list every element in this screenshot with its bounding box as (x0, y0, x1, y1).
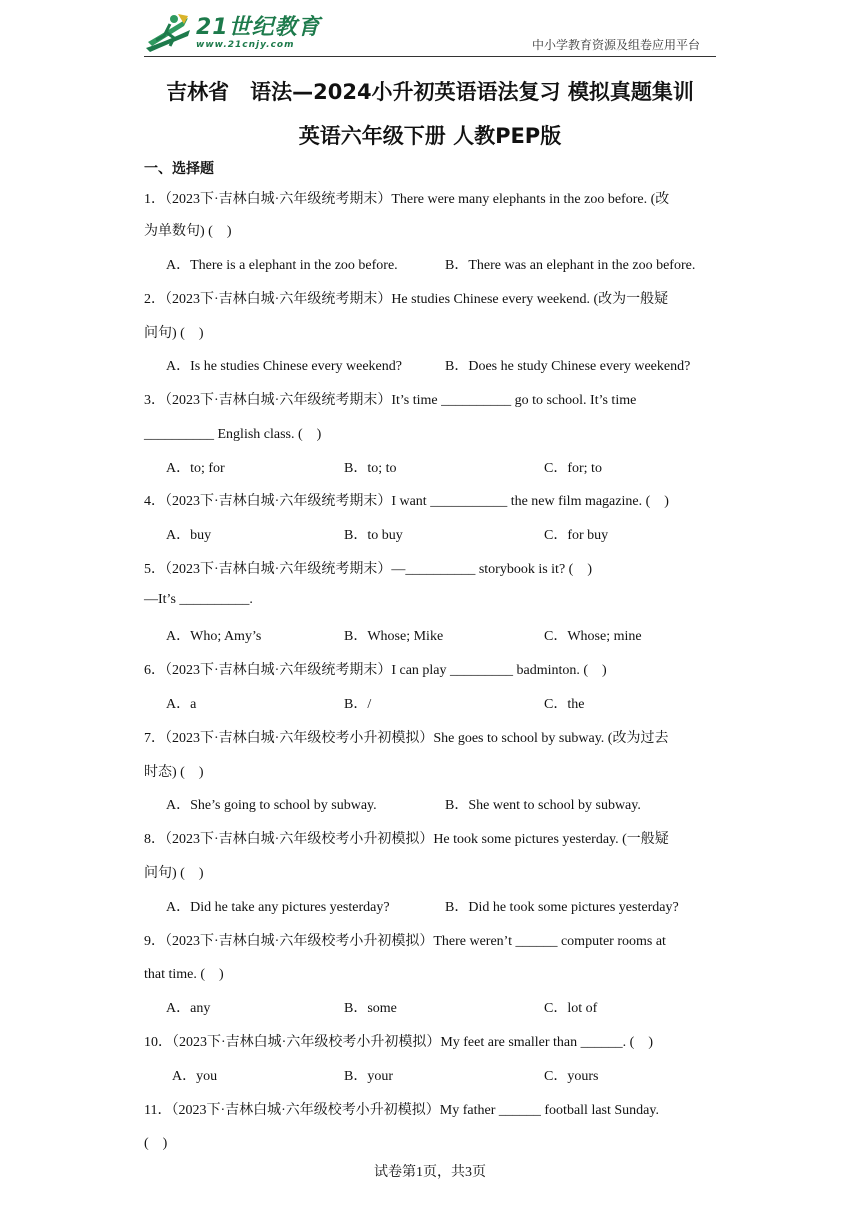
page-footer: 试卷第1页，共3页 (374, 1165, 486, 1180)
question-7-option-b: B．She went to school by subway. (445, 798, 641, 813)
question-4-option-b: B．to buy (344, 528, 403, 543)
question-9-text: that time. ( ) (144, 967, 224, 982)
page-title: 吉林省 语法—2024小升初英语语法复习 模拟真题集训 (166, 80, 694, 104)
question-9-text: 9．（2023下·吉林白城·六年级校考小升初模拟）There weren’t ______ computer rooms at (144, 934, 666, 949)
question-3-option-a: A．to; for (166, 461, 225, 476)
question-4-option-c: C．for buy (544, 528, 609, 543)
question-1-text: 为单数句) ( ) (144, 224, 232, 239)
question-5-option-b: B．Whose; Mike (344, 629, 444, 644)
question-1-text: 1．（2023下·吉林白城·六年级统考期末）There were many elephants in the zoo before. (改 (144, 192, 670, 207)
question-8-text: 问句) ( ) (144, 866, 204, 881)
question-2-option-a: A．Is he studies Chinese every weekend? (166, 359, 402, 374)
question-8-text: 8．（2023下·吉林白城·六年级校考小升初模拟）He took some pictures yesterday. (一般疑 (144, 832, 669, 847)
question-5-text: 5．（2023下·吉林白城·六年级统考期末）—__________ storybook is it? ( ) (144, 562, 592, 577)
question-10-option-c: C．yours (544, 1069, 599, 1084)
question-9-option-b: B．some (344, 1001, 397, 1016)
question-9-option-a: A．any (166, 1001, 211, 1016)
page-subtitle: 英语六年级下册 人教PEP版 (298, 124, 562, 148)
question-6-option-b: B．/ (344, 697, 372, 712)
question-2-option-b: B．Does he study Chinese every weekend? (445, 359, 691, 374)
question-7-text: 时态) ( ) (144, 765, 204, 780)
question-5-text: —It’s __________. (144, 592, 253, 607)
question-2-text: 2．（2023下·吉林白城·六年级统考期末）He studies Chinese every weekend. (改为一般疑 (144, 292, 669, 307)
section-heading: 一、选择题 (144, 161, 214, 177)
question-10-text: 10．（2023下·吉林白城·六年级校考小升初模拟）My feet are smaller than ______. ( ) (144, 1035, 653, 1050)
question-6-option-a: A．a (166, 697, 197, 712)
question-7-option-a: A．She’s going to school by subway. (166, 798, 377, 813)
question-3-option-c: C．for; to (544, 461, 602, 476)
page-header (144, 10, 716, 57)
question-3-option-b: B．to; to (344, 461, 397, 476)
question-7-text: 7．（2023下·吉林白城·六年级校考小升初模拟）She goes to school by subway. (改为过去 (144, 731, 669, 746)
question-6-option-c: C．the (544, 697, 585, 712)
platform-name: 中小学教育资源及组卷应用平台 (531, 38, 700, 52)
question-4-option-a: A．buy (166, 528, 212, 543)
question-11-text: ( ) (144, 1136, 168, 1151)
question-2-text: 问句) ( ) (144, 326, 204, 341)
question-4-text: 4．（2023下·吉林白城·六年级统考期末）I want ___________ the new film magazine. ( ) (144, 494, 669, 509)
question-11-text: 11．（2023下·吉林白城·六年级校考小升初模拟）My father ______ football last Sunday. (144, 1103, 659, 1118)
question-9-option-c: C．lot of (544, 1001, 598, 1016)
question-8-option-b: B．Did he took some pictures yesterday? (445, 900, 679, 915)
question-1-option-a: A．There is a elephant in the zoo before. (166, 258, 398, 273)
question-5-option-a: A．Who; Amy’s (166, 629, 262, 644)
question-8-option-a: A．Did he take any pictures yesterday? (166, 900, 390, 915)
question-1-option-b: B．There was an elephant in the zoo before. (445, 258, 696, 273)
question-10-option-b: B．your (344, 1069, 393, 1084)
question-10-option-a: A．you (172, 1069, 218, 1084)
question-6-text: 6．（2023下·吉林白城·六年级统考期末）I can play _________ badminton. ( ) (144, 663, 607, 678)
runner-logo-icon (144, 12, 194, 54)
logo (144, 12, 321, 54)
question-3-text: __________ English class. ( ) (144, 427, 322, 442)
question-5-option-c: C．Whose; mine (544, 629, 642, 644)
logo-url-text: www.21cnjy.com (196, 40, 295, 50)
logo-main-text: 21世纪教育 (196, 15, 321, 40)
question-3-text: 3．（2023下·吉林白城·六年级统考期末）It’s time __________ go to school. It’s time (144, 393, 637, 408)
